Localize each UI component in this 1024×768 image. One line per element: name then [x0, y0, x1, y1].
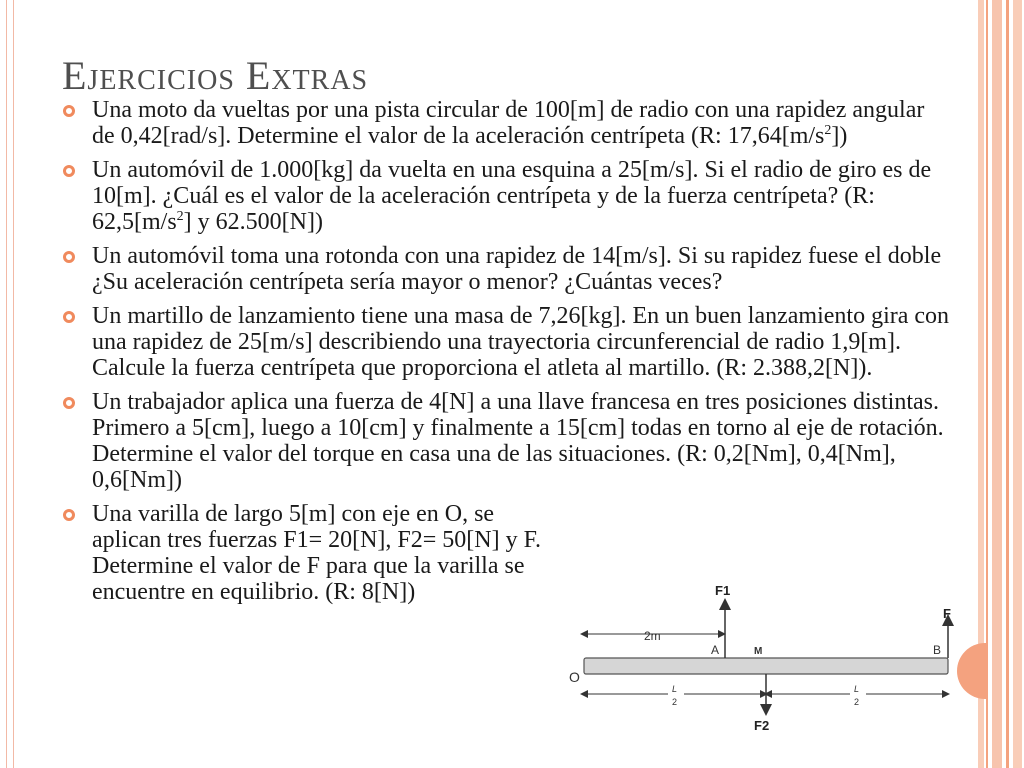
label-half-right-den: 2 — [854, 697, 860, 707]
label-half-right-num: L — [854, 684, 860, 694]
exercise-text: Una moto da vueltas por una pista circular de 100[m] de radio con una rapidez angular de 0,42[rad/s]. Determine el valor de la aceleración centrípeta (R: 17,64[m/s — [92, 97, 925, 149]
label-f: F — [943, 606, 951, 621]
list-item — [62, 389, 952, 493]
slide-frame-left — [0, 0, 14, 768]
list-item — [62, 157, 952, 235]
exercise-text: Una varilla de largo 5[m] con eje en O, se aplican tres fuerzas F1= 20[N], F2= 50[N] y F. Determine el valor de F para que la varilla se encuentre en equilibrio. (R: 8[N]) — [92, 501, 542, 605]
exercise-text: Un automóvil de 1.000[kg] da vuelta en una esquina a 25[m/s]. Si el radio de giro es de 10[m]. ¿Cuál es el valor de la aceleración centrípeta y de la fuerza centrípeta? (R: 62,5[m/s — [92, 157, 932, 235]
list-item — [62, 97, 952, 149]
bullet-ring-icon — [62, 104, 76, 118]
exponent: 2 — [824, 123, 832, 138]
label-a: A — [711, 643, 720, 657]
bullet-ring-icon — [62, 396, 76, 410]
rod-force-diagram — [562, 578, 962, 768]
exponent: 2 — [176, 209, 184, 224]
slide-title: Ejercicios Extras — [62, 53, 369, 98]
list-item — [62, 303, 952, 381]
label-f1: F1 — [715, 583, 731, 598]
exercise-text: Un trabajador aplica una fuerza de 4[N] a una llave francesa en tres posiciones distintas. Primero a 5[cm], luego a 10[cm] y finalmente a 15[cm] todas en torno al eje de rotación. Determine el valor del torque en casa una de las situaciones. (R: 0,2[Nm], 0,4[Nm], 0,6[Nm]) — [92, 389, 944, 493]
exercise-list — [62, 97, 952, 613]
bullet-ring-icon — [62, 250, 76, 264]
bullet-ring-icon — [62, 164, 76, 178]
bullet-ring-icon — [62, 508, 76, 522]
exercise-text: Un automóvil toma una rotonda con una rapidez de 14[m/s]. Si su rapidez fuese el doble ¿Su aceleración centrípeta sería mayor o menor? ¿Cuántas veces? — [92, 243, 942, 295]
label-half-left-num: L — [672, 684, 678, 694]
bullet-ring-icon — [62, 310, 76, 324]
exercise-text-end: ]) — [831, 123, 848, 149]
label-half-left-den: 2 — [672, 697, 678, 707]
list-item — [62, 501, 562, 605]
label-m: M — [754, 646, 763, 657]
exercise-text-end: ] y 62.500[N]) — [183, 209, 323, 235]
label-f2: F2 — [754, 718, 770, 733]
exercise-text: Un martillo de lanzamiento tiene una masa de 7,26[kg]. En un buen lanzamiento gira con una rapidez de 25[m/s] describiendo una trayectoria circunferencial de radio 1,9[m]. Calcule la fuerza centrípeta que proporciona el atleta al martillo. (R: 2.388,2[N]). — [92, 303, 950, 381]
label-b: B — [933, 643, 942, 657]
label-2m: 2m — [644, 629, 661, 643]
list-item — [62, 243, 952, 295]
rod — [584, 658, 948, 674]
label-o: O — [569, 669, 580, 685]
